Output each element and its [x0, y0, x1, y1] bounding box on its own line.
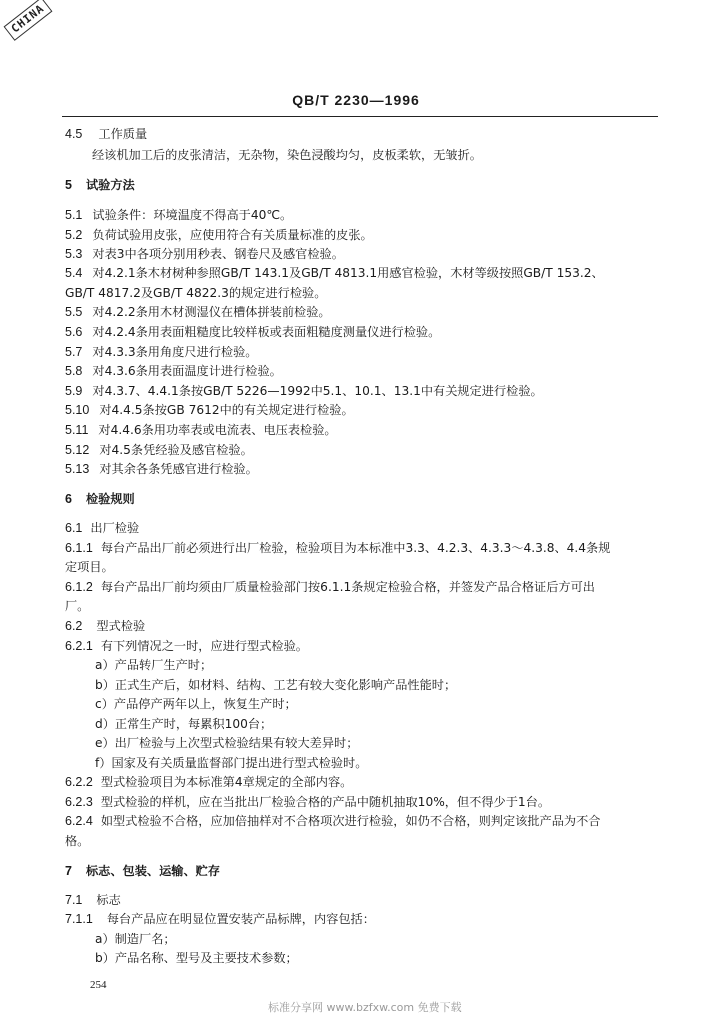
clause-number: 5.6: [65, 325, 83, 339]
clause-text: 对4.3.7、4.4.1条按GB/T 5226—1992中5.1、10.1、13.1中有关规定进行检验。: [92, 384, 543, 398]
clause-text: 每台产品出厂前必须进行出厂检验，检验项目为本标准中3.3、4.2.3、4.3.3～4.3.8、4.4条规: [100, 541, 611, 555]
clause-line: [65, 638, 308, 654]
clause-line: [65, 442, 253, 458]
clause-line: [65, 363, 282, 379]
text-line: [95, 950, 298, 966]
clause-line: [65, 265, 604, 281]
clause-text: 对4.2.4条用表面粗糙度比较样板或表面粗糙度测量仪进行检验。: [92, 325, 441, 339]
clause-text: b）产品名称、型号及主要技术参数；: [95, 951, 298, 965]
clause-number: 6.2: [65, 619, 83, 633]
clause-text: d）正常生产时，每累积100台；: [95, 717, 273, 731]
clause-text: 出厂检验: [90, 521, 140, 535]
china-stamp: CHINA: [4, 0, 53, 41]
header-rule: [62, 116, 658, 117]
clause-number: 6.2.1: [65, 639, 93, 653]
clause-line: [65, 207, 292, 223]
clause-number: 5.3: [65, 247, 83, 261]
clause-text: 每台产品应在明显位置安装产品标牌，内容包括：: [106, 912, 375, 926]
text-line: [95, 657, 212, 673]
clause-number: 6.1.2: [65, 580, 93, 594]
clause-line: [65, 246, 344, 262]
clause-number: 5.13: [65, 462, 90, 476]
clause-text: 对4.2.2条用木材测湿仪在槽体拼装前检验。: [92, 305, 331, 319]
clause-text: 如型式检验不合格，应加倍抽样对不合格项次进行检验，如仍不合格，则判定该批产品为不合: [100, 814, 601, 828]
clause-line: [65, 177, 135, 193]
clause-text: 工作质量: [98, 127, 148, 141]
clause-number: 5.10: [65, 403, 90, 417]
clause-text: 对4.4.5条按GB 7612中的有关规定进行检验。: [99, 403, 354, 417]
clause-number: 5.1: [65, 208, 83, 222]
clause-number: 6.2.2: [65, 775, 93, 789]
clause-text: 定项目。: [65, 560, 114, 574]
clause-number: 7.1.1: [65, 912, 93, 926]
clause-text: 有下列情况之一时，应进行型式检验。: [100, 639, 308, 653]
text-line: [95, 755, 367, 771]
standard-code-header: QB/T 2230—1996: [292, 92, 420, 108]
clause-text: 标志、包装、运输、贮存: [85, 864, 221, 878]
text-line: [65, 598, 89, 614]
text-line: [95, 716, 272, 732]
clause-text: 负荷试验用皮张，应使用符合有关质量标准的皮张。: [92, 228, 373, 242]
clause-line: [65, 520, 139, 536]
clause-line: [65, 344, 257, 360]
clause-line: [65, 491, 135, 507]
text-line: [95, 735, 358, 751]
text-line: [65, 285, 326, 301]
clause-line: [65, 304, 331, 320]
clause-number: 6: [65, 492, 72, 506]
clause-text: 对4.4.6条用功率表或电流表、电压表检验。: [98, 423, 337, 437]
clause-text: 试验条件：环境温度不得高于40℃。: [92, 208, 293, 222]
clause-text: b）正式生产后，如材料、结构、工艺有较大变化影响产品性能时；: [95, 678, 457, 692]
clause-number: 6.2.3: [65, 795, 93, 809]
clause-text: 对4.2.1条木材树种参照GB/T 143.1及GB/T 4813.1用感官检验，木材等级按照GB/T 153.2、: [92, 266, 604, 280]
text-line: [92, 147, 482, 163]
clause-number: 6.1.1: [65, 541, 93, 555]
clause-line: [65, 402, 354, 418]
clause-line: [65, 126, 147, 142]
clause-number: 4.5: [65, 127, 83, 141]
clause-number: 5: [65, 178, 72, 192]
text-line: [65, 833, 89, 849]
clause-text: 检验规则: [85, 492, 135, 506]
text-line: [95, 677, 456, 693]
clause-text: 经该机加工后的皮张清洁，无杂物，染色浸酸均匀，皮板柔软，无皱折。: [92, 148, 482, 162]
clause-line: [65, 863, 220, 879]
clause-line: [65, 892, 121, 908]
clause-text: 对4.3.3条用角度尺进行检验。: [92, 345, 258, 359]
text-line: [65, 559, 114, 575]
clause-text: 对4.5条凭经验及感官检验。: [99, 443, 253, 457]
clause-line: [65, 540, 610, 556]
clause-number: 7: [65, 864, 72, 878]
clause-line: [65, 911, 375, 927]
clause-text: 型式检验: [96, 619, 146, 633]
clause-number: 5.2: [65, 228, 83, 242]
clause-line: [65, 324, 440, 340]
clause-text: a）制造厂名；: [95, 932, 176, 946]
clause-line: [65, 774, 352, 790]
clause-text: e）出厂检验与上次型式检验结果有较大差异时；: [95, 736, 359, 750]
clause-number: 5.7: [65, 345, 83, 359]
clause-text: 厂。: [65, 599, 90, 613]
clause-text: 标志: [96, 893, 121, 907]
text-line: [95, 931, 176, 947]
clause-line: [65, 794, 550, 810]
clause-text: 试验方法: [85, 178, 135, 192]
clause-text: 格。: [65, 834, 90, 848]
clause-text: GB/T 4817.2及GB/T 4822.3的规定进行检验。: [65, 286, 327, 300]
clause-text: 对其余各条凭感官进行检验。: [99, 462, 258, 476]
clause-number: 5.12: [65, 443, 90, 457]
clause-number: 6.1: [65, 521, 83, 535]
watermark-text: 标准分享网 www.bzfxw.com 免费下载: [268, 1001, 462, 1014]
clause-line: [65, 227, 373, 243]
clause-line: [65, 422, 337, 438]
clause-text: c）产品停产两年以上，恢复生产时；: [95, 697, 297, 711]
clause-number: 5.5: [65, 305, 83, 319]
clause-text: 对表3中各项分别用秒表、钢卷尺及感官检验。: [92, 247, 344, 261]
clause-number: 5.11: [65, 423, 89, 437]
clause-number: 5.9: [65, 384, 83, 398]
clause-number: 6.2.4: [65, 814, 93, 828]
clause-line: [65, 813, 601, 829]
clause-number: 7.1: [65, 893, 83, 907]
clause-text: 每台产品出厂前均须由厂质量检验部门按6.1.1条规定检验合格，并签发产品合格证后方可出: [100, 580, 595, 594]
clause-line: [65, 579, 595, 595]
page-number: 254: [90, 979, 107, 991]
clause-text: 型式检验项目为本标准第4章规定的全部内容。: [100, 775, 353, 789]
clause-text: 对4.3.6条用表面温度计进行检验。: [92, 364, 282, 378]
clause-text: a）产品转厂生产时；: [95, 658, 213, 672]
text-line: [95, 696, 297, 712]
clause-text: f）国家及有关质量监督部门提出进行型式检验时。: [95, 756, 368, 770]
clause-text: 型式检验的样机，应在当批出厂检验合格的产品中随机抽取10%，但不得少于1台。: [100, 795, 551, 809]
clause-number: 5.4: [65, 266, 83, 280]
clause-line: [65, 461, 258, 477]
clause-line: [65, 383, 543, 399]
clause-number: 5.8: [65, 364, 83, 378]
clause-line: [65, 618, 145, 634]
